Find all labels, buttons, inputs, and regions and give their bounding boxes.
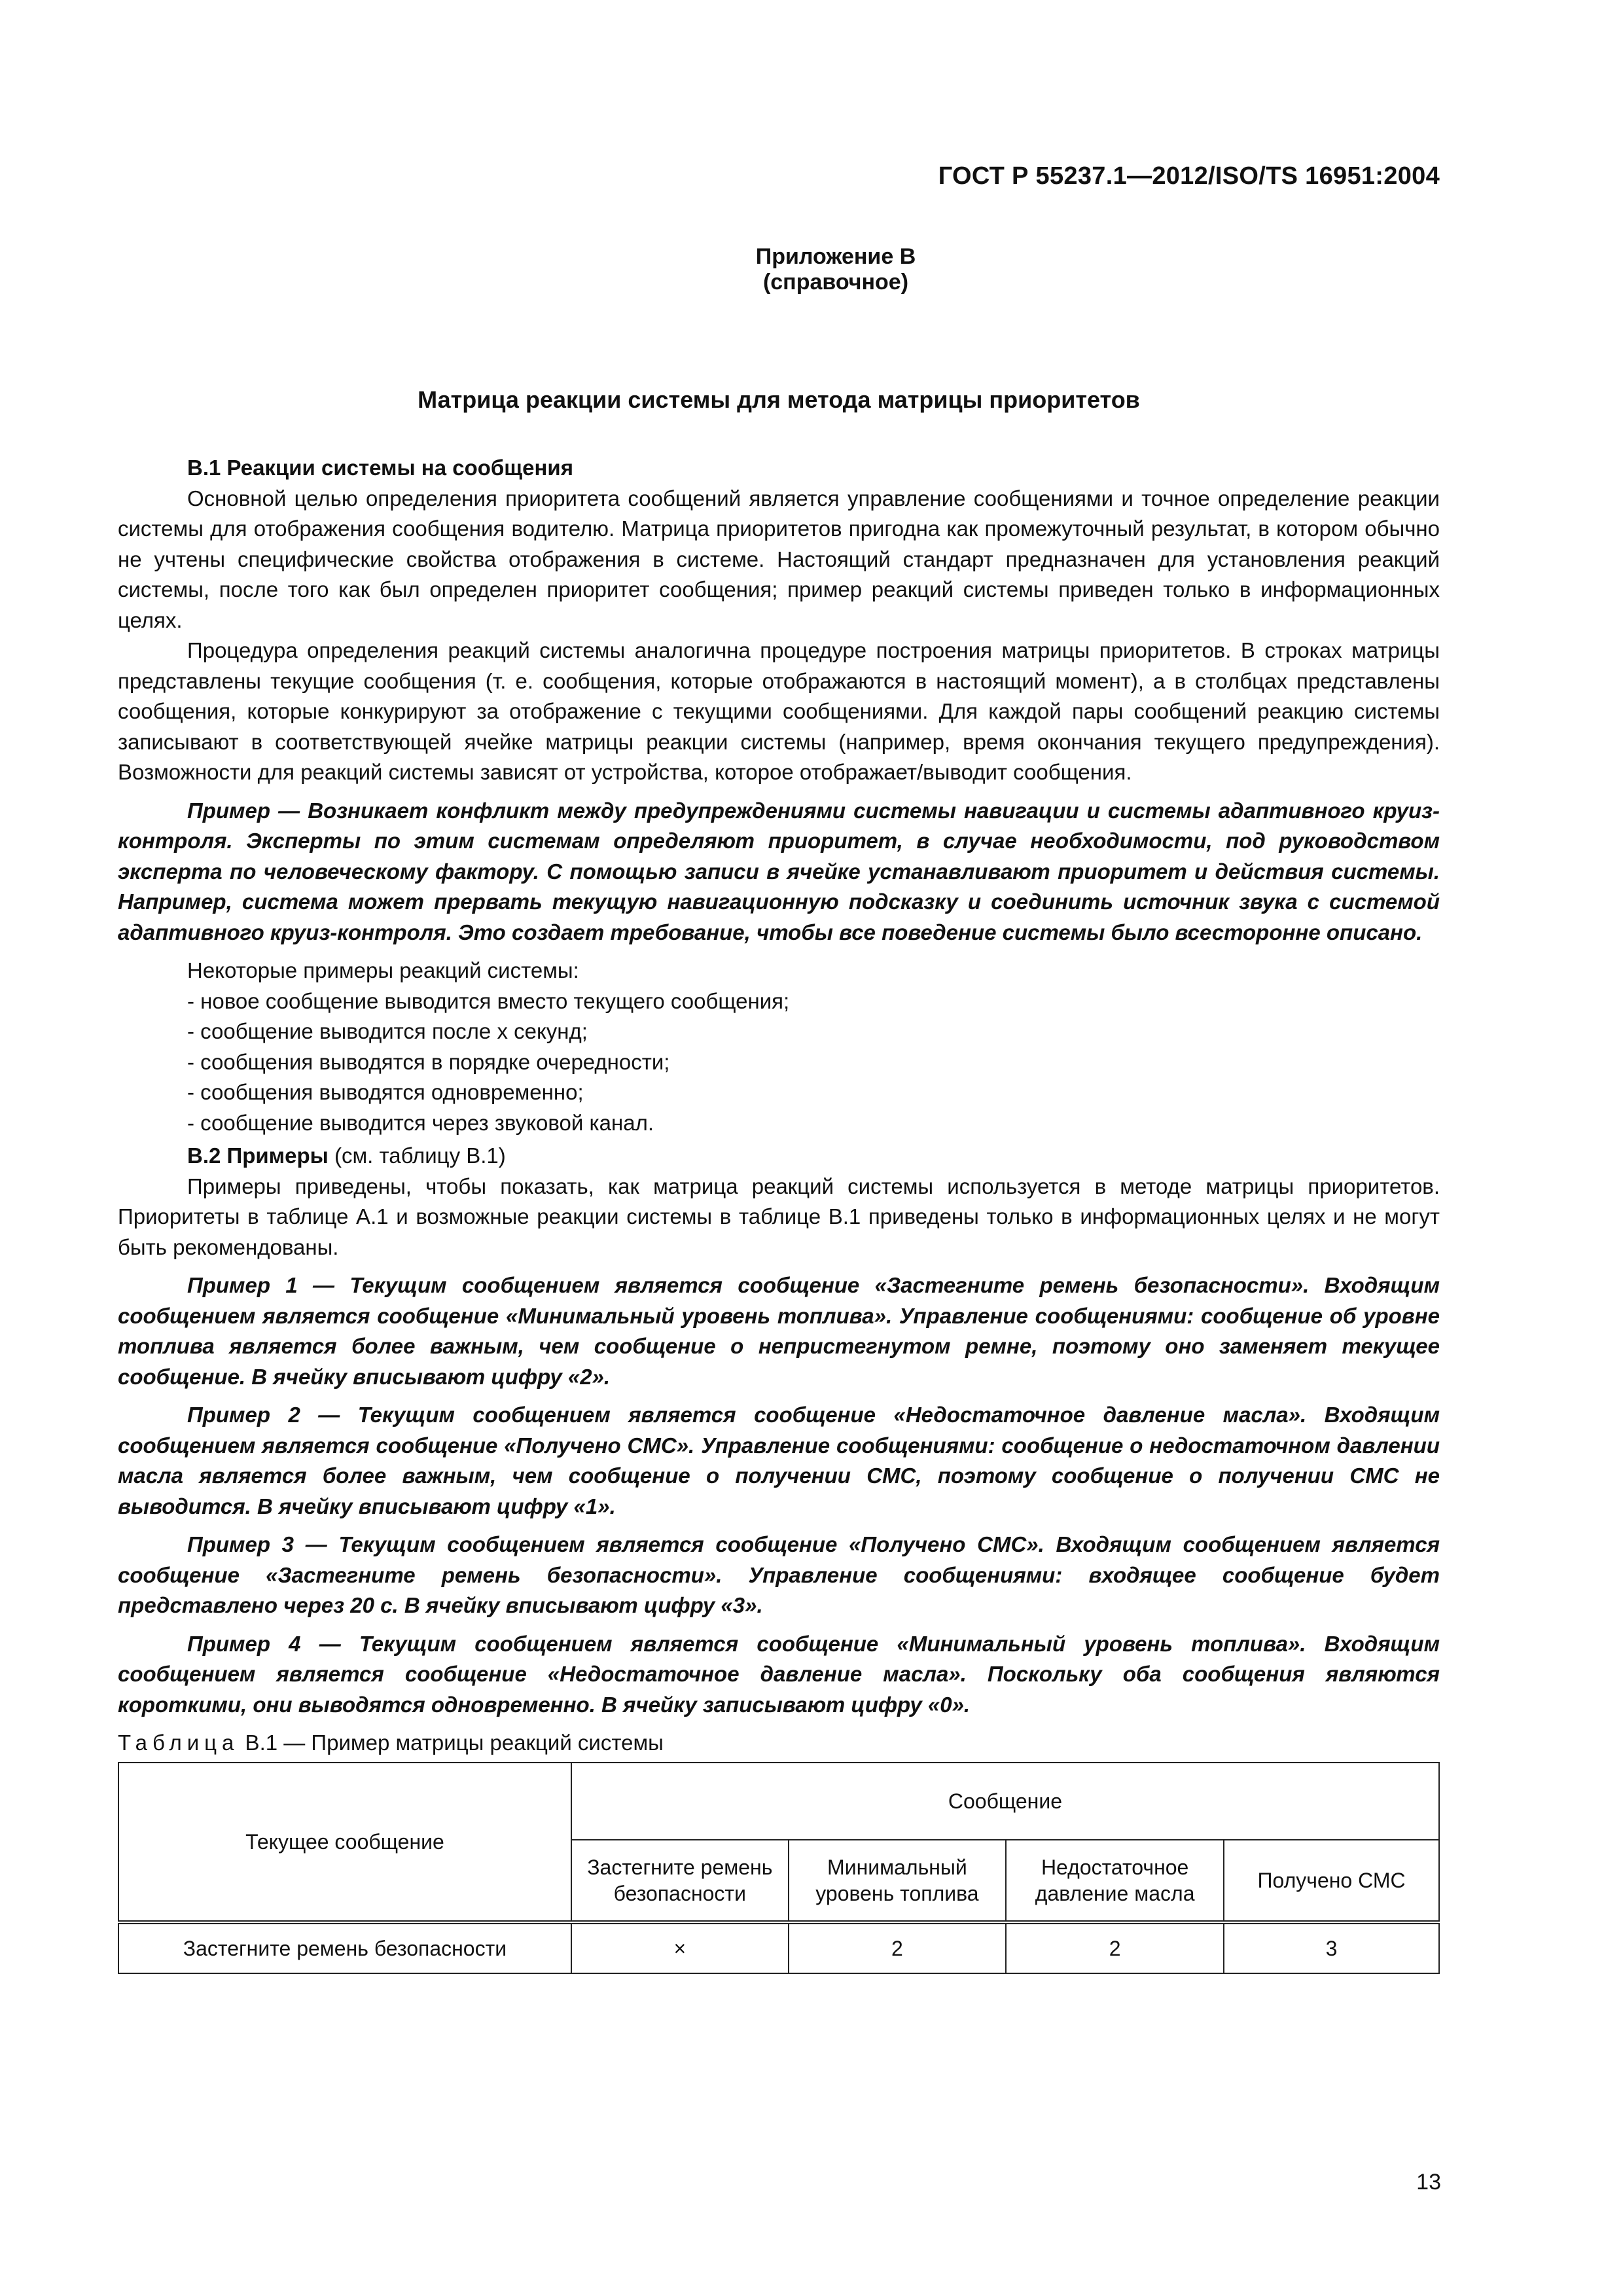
example-1: Пример 1 — Текущим сообщением является сообщение «Застегните ремень безопасности». Входящим сообщением является сообщение «Минимальный уровень топлива». Управление сообщениями: сообщение об уровне топлива является более важным, чем сообщение о непристегнутом ремне, поэтому оно заменяет текущее сообщение. В ячейку вписывают цифру «2». bbox=[118, 1273, 1440, 1389]
annex-title: Приложение В bbox=[755, 244, 916, 269]
annex-kind: (справочное) bbox=[762, 270, 909, 295]
table-cell: 3 bbox=[1224, 1922, 1439, 1973]
example-4: Пример 4 — Текущим сообщением является сообщение «Минимальный уровень топлива». Входящим сообщением является сообщение «Недостаточное давление масла». Поскольку оба сообщения являются короткими, они выводятся одновременно. В ячейку записывают цифру «0». bbox=[118, 1631, 1440, 1717]
list-item: - сообщение выводится после х секунд; bbox=[187, 1019, 588, 1043]
example-note: Пример — Возникает конфликт между предупреждениями системы навигации и системы адаптивного круиз-контроля. Эксперты по этим системам определяют приоритет, в случае необходимости, под руководством эксперта по человеческому фактору. С помощью записи в ячейке устанавливают приоритет и действия системы. Например, система может прервать текущую навигационную подсказку и соединить источник звука с системой адаптивного круиз-контроля. Это создает требование, чтобы все поведение системы было всесторонне описано. bbox=[118, 798, 1440, 944]
table-cell: 2 bbox=[1006, 1922, 1224, 1973]
paragraph: Примеры приведены, чтобы показать, как матрица реакций системы используется в методе матрицы приоритетов. Приоритеты в таблице А.1 и возможные реакции системы в таблице В.1 приведены только в информационных целях и не могут быть рекомендованы. bbox=[118, 1174, 1440, 1259]
table-column-header: Недостаточное давление масла bbox=[1006, 1840, 1224, 1922]
table-row-header: Текущее сообщение bbox=[118, 1763, 571, 1922]
table-cell: 2 bbox=[789, 1922, 1006, 1973]
example-3: Пример 3 — Текущим сообщением является сообщение «Получено СМС». Входящим сообщением является сообщение «Застегните ремень безопасности». Управление сообщениями: входящее сообщение будет представлено через 20 с. В ячейку вписывают цифру «3». bbox=[118, 1532, 1440, 1617]
list-item: - новое сообщение выводится вместо текущего сообщения; bbox=[187, 988, 790, 1013]
document-code: ГОСТ Р 55237.1—2012/ISO/TS 16951:2004 bbox=[938, 162, 1440, 190]
list-item: - сообщения выводятся в порядке очередности; bbox=[187, 1049, 670, 1074]
table-caption bbox=[118, 1728, 1440, 1758]
list-intro: Некоторые примеры реакций системы: bbox=[187, 958, 579, 982]
table-row-label: Застегните ремень безопасности bbox=[118, 1922, 571, 1973]
list-item: - сообщение выводится через звуковой канал. bbox=[187, 1110, 654, 1135]
section-b2-heading bbox=[118, 1141, 1440, 1172]
reaction-list bbox=[118, 956, 1440, 1138]
table-column-header: Минимальный уровень топлива bbox=[789, 1840, 1006, 1922]
page-number: 13 bbox=[1416, 2170, 1441, 2195]
section-b2-heading-rest: (см. таблицу В.1) bbox=[328, 1143, 506, 1168]
section-b2-heading-bold: В.2 Примеры bbox=[187, 1143, 329, 1168]
section-b1-heading: В.1 Реакции системы на сообщения bbox=[187, 456, 573, 480]
table-header-row bbox=[118, 1763, 1439, 1840]
main-title: Матрица реакции системы для метода матрицы приоритетов bbox=[418, 386, 1140, 413]
table-column-header: Получено СМС bbox=[1224, 1840, 1439, 1922]
table-group-header: Сообщение bbox=[571, 1763, 1439, 1840]
table-caption-text: В.1 — Пример матрицы реакций системы bbox=[239, 1731, 664, 1755]
example-2: Пример 2 — Текущим сообщением является сообщение «Недостаточное давление масла». Входящим сообщением является сообщение «Получено СМС». Управление сообщениями: сообщение о недостаточном давлении масла является более важным, чем сообщение о получении СМС, поэтому сообщение о получении СМС не выводится. В ячейку вписывают цифру «1». bbox=[118, 1403, 1440, 1518]
table-column-header: Застегните ремень безопасности bbox=[571, 1840, 789, 1922]
table-cell: × bbox=[571, 1922, 789, 1973]
paragraph: Основной целью определения приоритета сообщений является управление сообщениями и точное определение реакции системы для отображения сообщения водителю. Матрица приоритетов пригодна как промежуточный результат, в котором обычно не учтены специфические свойства отображения в системе. Настоящий стандарт предназначен для установления реакций системы, после того как был определен приоритет сообщения; пример реакций системы приведен только в информационных целях. bbox=[118, 486, 1440, 632]
list-item: - сообщения выводятся одновременно; bbox=[187, 1080, 584, 1104]
document-body bbox=[118, 453, 1440, 1974]
table-row bbox=[118, 1922, 1439, 1973]
paragraph: Процедура определения реакций системы аналогична процедуре построения матрицы приоритетов. В строках матрицы представлены текущие сообщения (т. е. сообщения, которые отображаются в настоящий момент), а в столбцах представлены сообщения, которые конкурируют за отображение с текущими сообщениями. Для каждой пары сообщений реакцию системы записывают в соответствующей ячейке матрицы реакции системы (например, время окончания текущего предупреждения). Возможности для реакций системы зависят от устройства, которое отображает/выводит сообщения. bbox=[118, 638, 1440, 784]
table-caption-word: Таблица bbox=[118, 1731, 240, 1755]
reaction-matrix-table bbox=[118, 1762, 1440, 1974]
